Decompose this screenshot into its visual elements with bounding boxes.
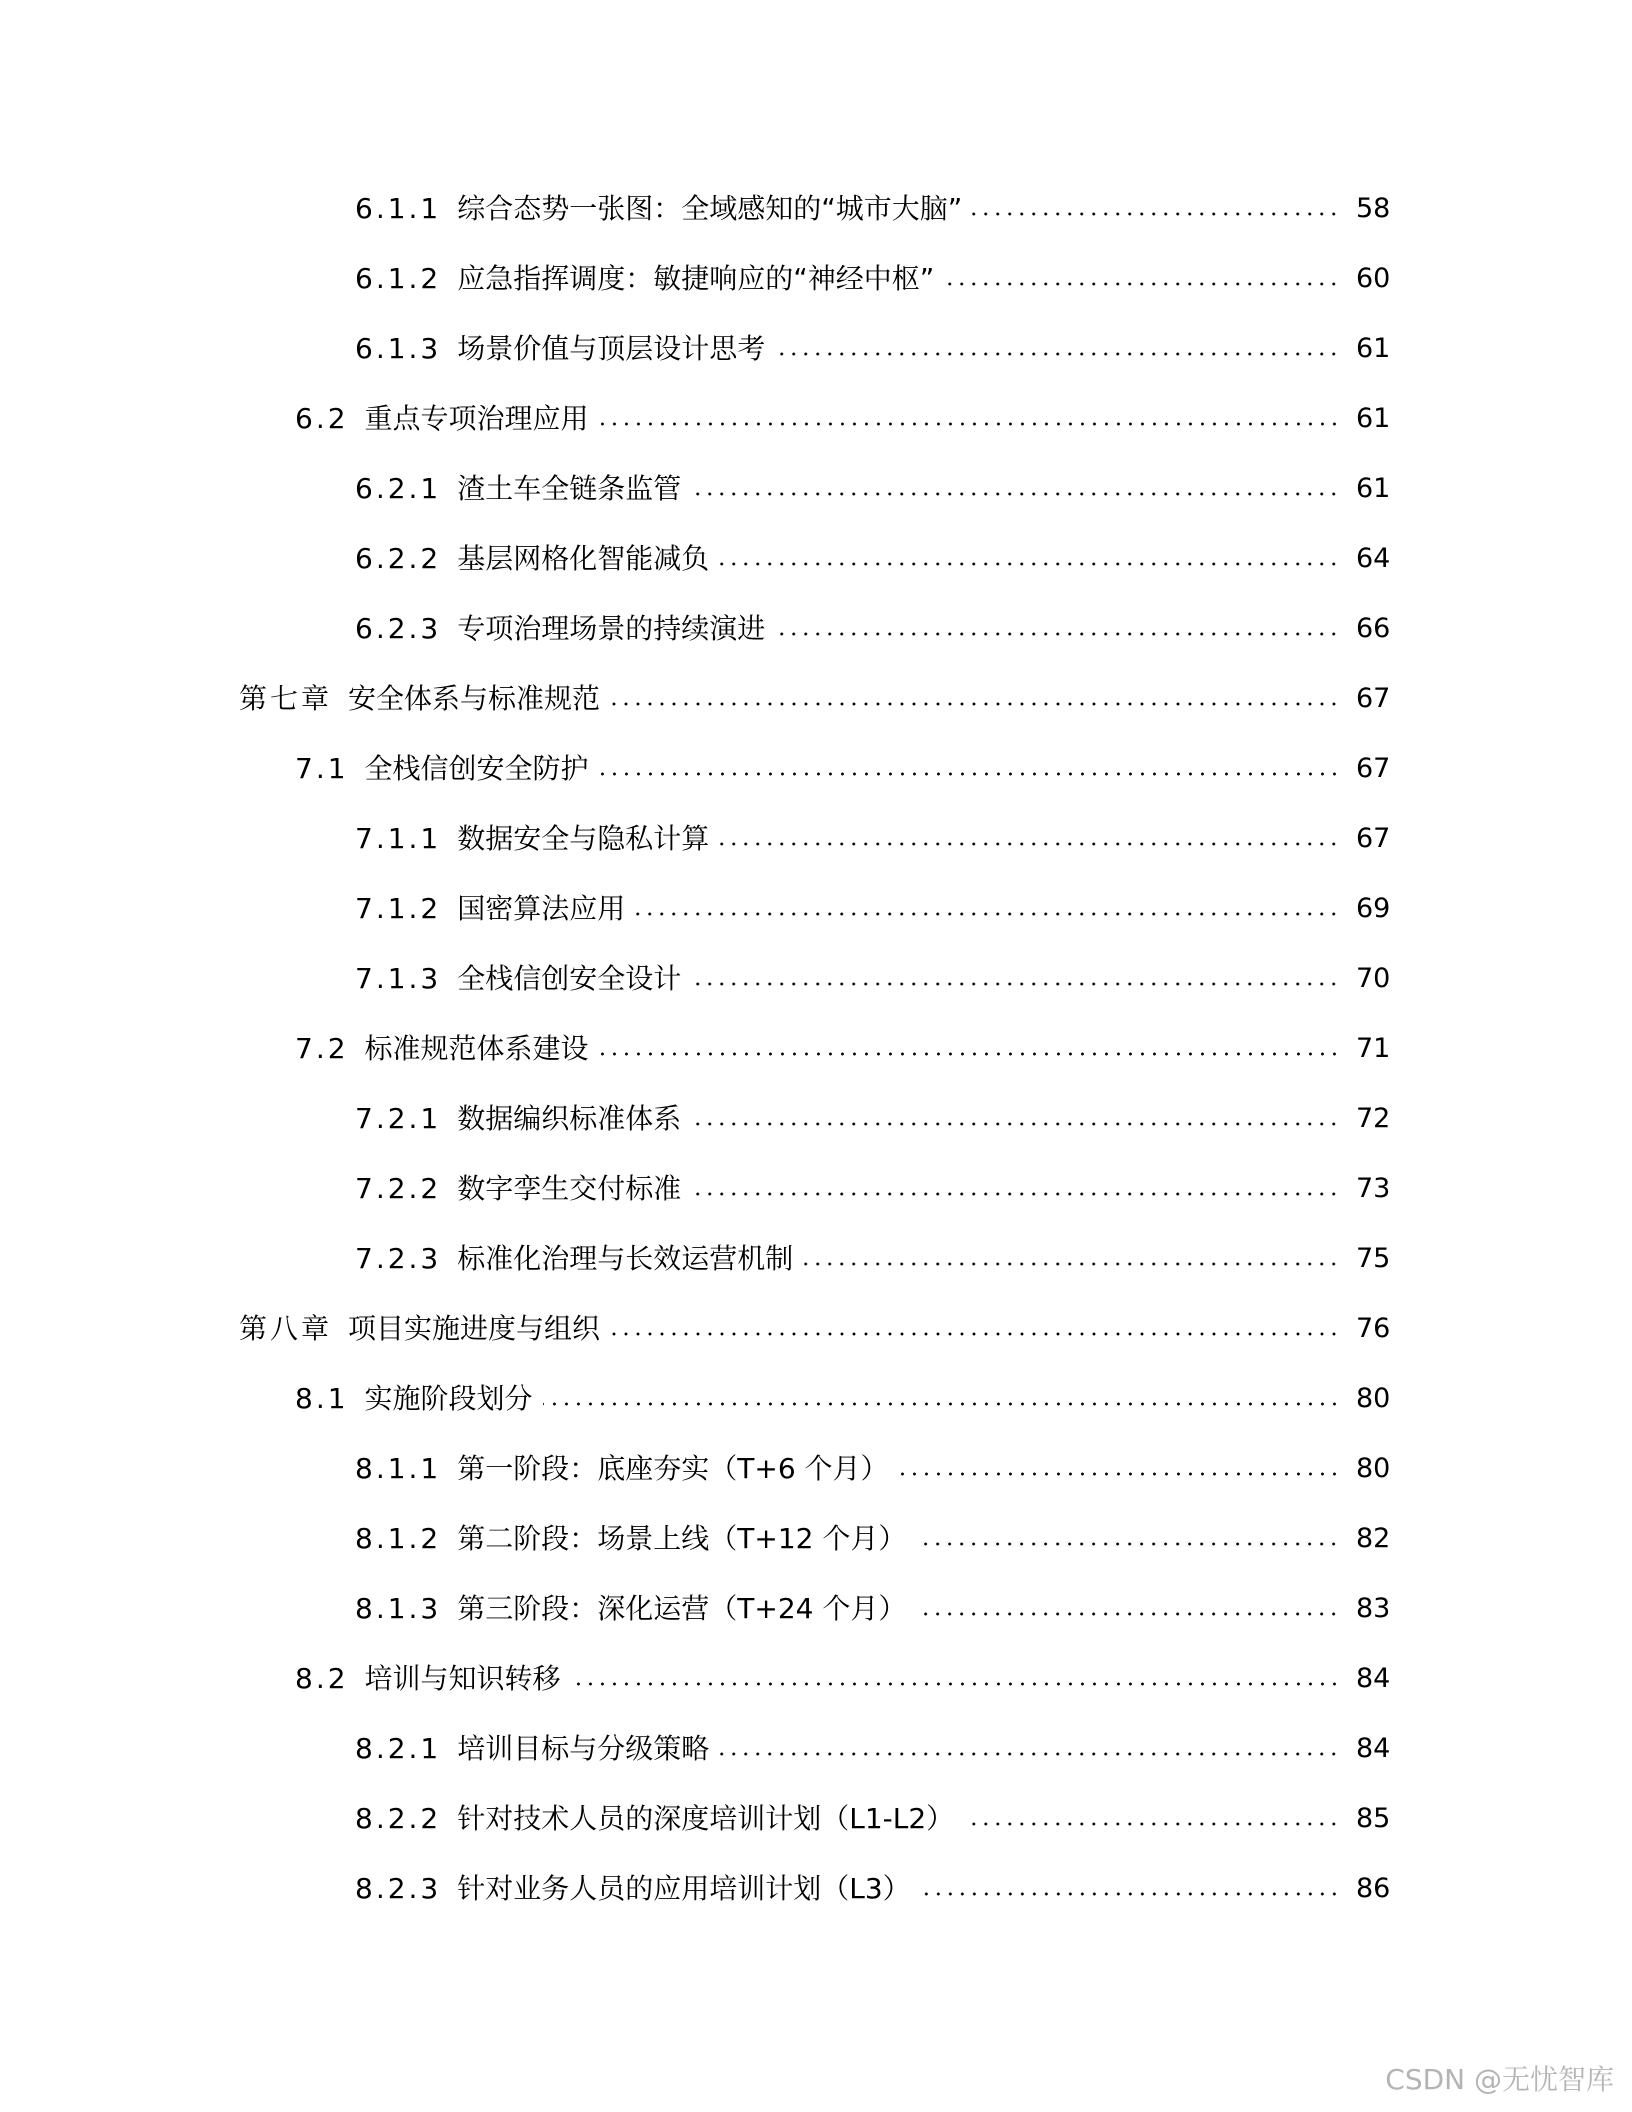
toc-entry-8-2-3[interactable]: [355, 1864, 1390, 1914]
toc-entry-chapter-8[interactable]: [239, 1304, 1390, 1354]
section-number: 7.2: [295, 1032, 349, 1065]
section-number: 6.2.1: [355, 472, 442, 505]
page-number: 80: [1356, 1453, 1391, 1484]
toc-entry-6-2-1[interactable]: [355, 464, 1390, 514]
section-title: 国密算法应用: [457, 892, 626, 925]
dot-leader: [944, 282, 1340, 286]
page-number: 75: [1356, 1243, 1391, 1274]
section-number: 7.1: [295, 752, 349, 785]
toc-entry-6-1-2[interactable]: [355, 254, 1390, 304]
page-number: 83: [1356, 1593, 1391, 1624]
section-title: 渣土车全链条监管: [457, 472, 682, 505]
section-number: 7.1.3: [355, 962, 442, 995]
section-number: 8.1.2: [355, 1522, 442, 1555]
page-number: 61: [1356, 473, 1391, 504]
section-number: 7.2.1: [355, 1102, 442, 1135]
page-number: 82: [1356, 1523, 1391, 1554]
toc-entry-8-2-2[interactable]: [355, 1794, 1390, 1844]
section-number: 8.2.1: [355, 1732, 442, 1765]
dot-leader: [599, 772, 1340, 776]
dot-leader: [571, 1682, 1340, 1686]
toc-entry-8-1-3[interactable]: [355, 1584, 1390, 1634]
dot-leader: [691, 982, 1340, 986]
section-title: 全栈信创安全防护: [364, 752, 589, 785]
section-number: 6.1.3: [355, 332, 442, 365]
dot-leader: [921, 1892, 1340, 1896]
toc-entry-8-1-2[interactable]: [355, 1514, 1390, 1564]
dot-leader: [972, 212, 1340, 216]
chapter-title: 项目实施进度与组织: [348, 1312, 601, 1345]
toc-entry-chapter-7[interactable]: [239, 674, 1390, 724]
section-title: 标准化治理与长效运营机制: [457, 1242, 794, 1275]
page-number: 69: [1356, 893, 1391, 924]
toc-entry-7-2-2[interactable]: [355, 1164, 1390, 1214]
dot-leader: [543, 1402, 1340, 1406]
toc-entry-7-1-1[interactable]: [355, 814, 1390, 864]
section-number: 6.2: [295, 402, 349, 435]
toc-entry-7-2[interactable]: [295, 1024, 1390, 1074]
section-number: 8.2.3: [355, 1872, 442, 1905]
dot-leader: [635, 912, 1340, 916]
section-title: 第三阶段：深化运营（T+24 个月）: [457, 1592, 907, 1625]
section-number: 6.1.1: [355, 192, 442, 225]
watermark: CSDN @无忧智库: [1385, 2063, 1614, 2096]
section-number: 7.1.2: [355, 892, 442, 925]
section-number: 6.1.2: [355, 262, 442, 295]
dot-leader: [719, 562, 1340, 566]
dot-leader: [719, 1752, 1340, 1756]
toc-entry-7-1-2[interactable]: [355, 884, 1390, 934]
toc-entry-6-2-3[interactable]: [355, 604, 1390, 654]
section-number: 7.2.3: [355, 1242, 442, 1275]
dot-leader: [610, 1332, 1340, 1336]
page-number: 67: [1356, 683, 1391, 714]
section-title: 综合态势一张图：全域感知的“城市大脑”: [457, 192, 963, 225]
section-title: 基层网格化智能减负: [457, 542, 710, 575]
section-number: 6.2.2: [355, 542, 442, 575]
toc-entry-8-1-1[interactable]: [355, 1444, 1390, 1494]
dot-leader: [599, 1052, 1340, 1056]
section-title: 专项治理场景的持续演进: [457, 612, 766, 645]
dot-leader: [775, 352, 1340, 356]
section-title: 全栈信创安全设计: [457, 962, 682, 995]
section-title: 数据编织标准体系: [457, 1102, 682, 1135]
dot-leader: [610, 702, 1340, 706]
section-number: 7.2.2: [355, 1172, 442, 1205]
dot-leader: [775, 632, 1340, 636]
section-title: 数字孪生交付标准: [457, 1172, 682, 1205]
section-title: 培训目标与分级策略: [457, 1732, 710, 1765]
section-title: 第二阶段：场景上线（T+12 个月）: [457, 1522, 907, 1555]
section-title: 实施阶段划分: [364, 1382, 533, 1415]
dot-leader: [691, 492, 1340, 496]
page-number: 60: [1356, 263, 1391, 294]
section-number: 8.1.3: [355, 1592, 442, 1625]
dot-leader: [964, 1822, 1340, 1826]
page-number: 67: [1356, 753, 1391, 784]
page-number: 70: [1356, 963, 1391, 994]
section-number: 6.2.3: [355, 612, 442, 645]
section-number: 8.2: [295, 1662, 349, 1695]
toc-entry-8-2[interactable]: [295, 1654, 1390, 1704]
section-title: 针对技术人员的深度培训计划（L1-L2）: [457, 1802, 955, 1835]
toc-entry-7-2-1[interactable]: [355, 1094, 1390, 1144]
page-number: 84: [1356, 1663, 1391, 1694]
dot-leader: [719, 842, 1340, 846]
toc-entry-8-1[interactable]: [295, 1374, 1390, 1424]
section-title: 重点专项治理应用: [364, 402, 589, 435]
dot-leader: [916, 1542, 1340, 1546]
dot-leader: [899, 1472, 1340, 1476]
toc-entry-6-2-2[interactable]: [355, 534, 1390, 584]
page-number: 76: [1356, 1313, 1391, 1344]
page-number: 84: [1356, 1733, 1391, 1764]
toc-entry-6-2[interactable]: [295, 394, 1390, 444]
section-title: 培训与知识转移: [364, 1662, 561, 1695]
section-title: 第一阶段：底座夯实（T+6 个月）: [457, 1452, 889, 1485]
dot-leader: [599, 422, 1340, 426]
dot-leader: [916, 1612, 1340, 1616]
page-number: 86: [1356, 1873, 1391, 1904]
section-title: 数据安全与隐私计算: [457, 822, 710, 855]
dot-leader: [691, 1122, 1340, 1126]
page-number: 72: [1356, 1103, 1391, 1134]
toc-entry-8-2-1[interactable]: [355, 1724, 1390, 1774]
page-number: 66: [1356, 613, 1391, 644]
chapter-number: 第八章: [239, 1312, 333, 1345]
page-number: 85: [1356, 1803, 1391, 1834]
dot-leader: [691, 1192, 1340, 1196]
section-number: 8.2.2: [355, 1802, 442, 1835]
toc-entry-6-1-1[interactable]: [355, 184, 1390, 234]
chapter-title: 安全体系与标准规范: [348, 682, 601, 715]
section-number: 8.1: [295, 1382, 349, 1415]
toc-entry-7-1-3[interactable]: [355, 954, 1390, 1004]
page-number: 61: [1356, 403, 1391, 434]
page-number: 67: [1356, 823, 1391, 854]
section-number: 8.1.1: [355, 1452, 442, 1485]
section-title: 针对业务人员的应用培训计划（L3）: [457, 1872, 911, 1905]
page-number: 73: [1356, 1173, 1391, 1204]
toc-entry-6-1-3[interactable]: [355, 324, 1390, 374]
section-title: 场景价值与顶层设计思考: [457, 332, 766, 365]
chapter-number: 第七章: [239, 682, 333, 715]
toc-entry-7-1[interactable]: [295, 744, 1390, 794]
page-number: 80: [1356, 1383, 1391, 1414]
page-number: 61: [1356, 333, 1391, 364]
toc-entry-7-2-3[interactable]: [355, 1234, 1390, 1284]
page-number: 71: [1356, 1033, 1391, 1064]
dot-leader: [803, 1262, 1340, 1266]
page-number: 64: [1356, 543, 1391, 574]
section-title: 应急指挥调度：敏捷响应的“神经中枢”: [457, 262, 935, 295]
page-number: 58: [1356, 193, 1391, 224]
section-number: 7.1.1: [355, 822, 442, 855]
section-title: 标准规范体系建设: [364, 1032, 589, 1065]
